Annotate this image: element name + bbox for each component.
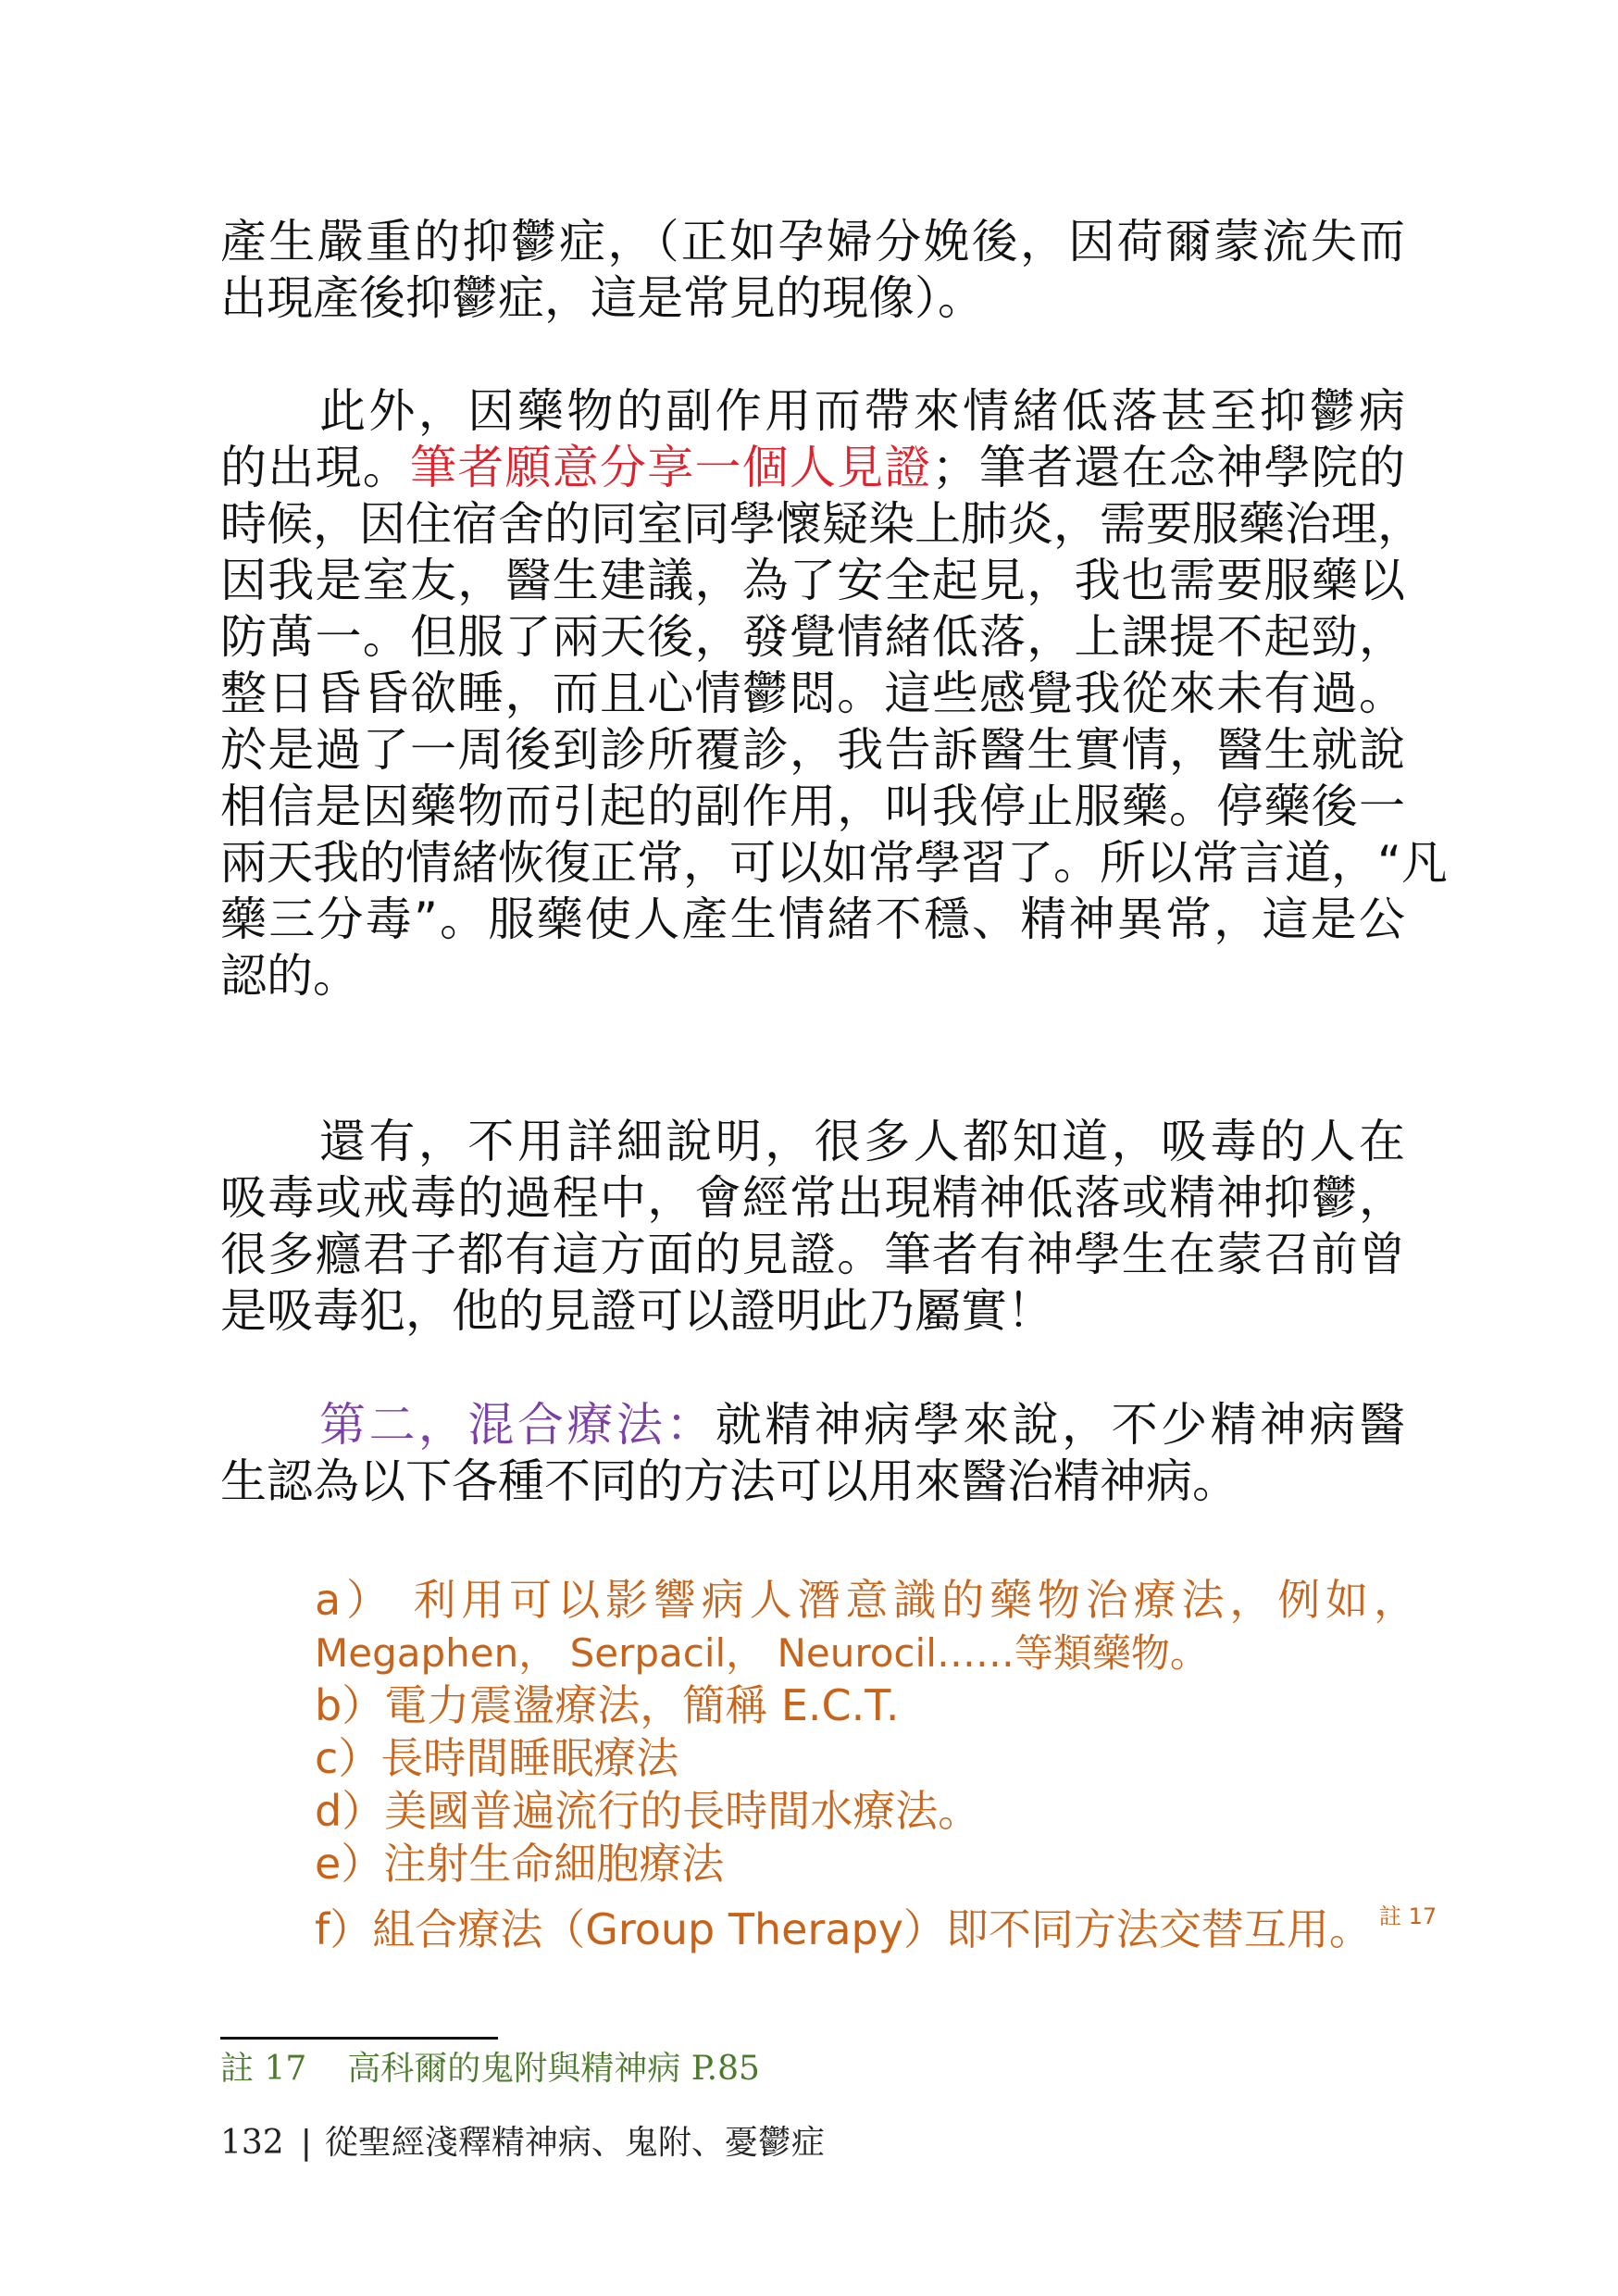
text-line: 相信是因藥物而引起的副作用，叫我停止服藥。停藥後一 [220,780,1405,833]
footnote-divider [220,2037,498,2040]
text-fragment: 就精神病學來說，不少精神病醫 [715,1398,1406,1452]
text-line: 時候，因住宿舍的同室同學懷疑染上肺炎，需要服藥治理， [220,497,1424,551]
footer-separator: | [300,2124,312,2162]
paragraph-postpartum [220,214,1405,327]
text-line: 此外，因藥物的副作用而帶來情緒低落甚至抑鬱病 [220,384,1405,438]
list-item-d: d）美國普遍流行的長時間水療法。 [315,1786,981,1836]
list-item-c: c）長時間睡眠療法 [315,1733,679,1783]
text-line: 整日昏昏欲睡，而且心情鬱悶。這些感覺我從來未有過。 [220,667,1405,720]
text-line [220,440,1405,496]
text-line: 吸毒或戒毒的過程中，會經常出現精神低落或精神抑鬱， [220,1171,1405,1225]
text-line: 很多癮君子都有這方面的見證。筆者有神學生在蒙召前曾 [220,1228,1405,1281]
text-fragment: 的出現。 [220,441,410,494]
text-line: 是吸毒犯，他的見證可以證明此乃屬實！ [220,1284,1053,1338]
text-line: 因我是室友，醫生建議，為了安全起見，我也需要服藥以 [220,554,1405,607]
indent [220,1398,319,1452]
page-footer [220,2120,825,2166]
list-item-f [315,1890,1438,1954]
footnote-label: 註 17 [220,2050,307,2088]
book-title: 從聖經淺釋精神病、鬼附、憂鬱症 [324,2124,825,2162]
footnote [220,2046,760,2092]
list-item-text: f）組合療法（Group Therapy）即不同方法交替互用。 [315,1904,1372,1954]
list-item-b: b）電力震盪療法，簡稱 E.C.T. [315,1680,900,1730]
text-line: 還有，不用詳細說明，很多人都知道，吸毒的人在 [220,1115,1405,1168]
paragraph-drug-abuse [220,1114,1405,1340]
text-line [220,1397,1405,1454]
list-item-text: a） 利用可以影響病人潛意識的藥物治療法，例如， [315,1575,1416,1625]
highlight-testimony: 筆者願意分享一個人見證 [410,441,932,494]
page-number: 132 [220,2124,284,2162]
text-fragment: ；筆者還在念神學院的 [931,441,1405,494]
therapy-list [315,1574,1438,1954]
text-line: 出現產後抑鬱症，這是常見的現像）。 [220,271,984,325]
footnote-text: 高科爾的鬼附與精神病 P.85 [347,2050,760,2088]
text-line: 藥三分毒”。服藥使人產生情緒不穩、精神異常，這是公 [220,892,1405,946]
section-heading-mixed-therapy: 第二，混合療法： [318,1398,716,1452]
text-line: 產生嚴重的抑鬱症，（正如孕婦分娩後，因荷爾蒙流失而 [220,215,1405,268]
list-item-e: e）注射生命細胞療法 [315,1839,725,1889]
list-item-a [315,1574,1416,1679]
text-line: 認的。 [220,949,359,1003]
text-line: 兩天我的情緒恢復正常，可以如常學習了。所以常言道，“凡 [220,836,1448,890]
text-line: 於是過了一周後到診所覆診，我告訴醫生實情，醫生就說 [220,723,1405,777]
paragraph-mixed-therapy [220,1397,1405,1510]
text-line: 生認為以下各種不同的方法可以用來醫治精神病。 [220,1454,1238,1508]
footnote-reference: 註 17 [1378,1903,1438,1929]
paragraph-medication-testimony [220,383,1448,1004]
list-item-text: Megaphen， Serpacil， Neurocil……等類藥物。 [315,1630,1209,1676]
text-line: 防萬一。但服了兩天後，發覺情緒低落，上課提不起勁， [220,610,1405,664]
